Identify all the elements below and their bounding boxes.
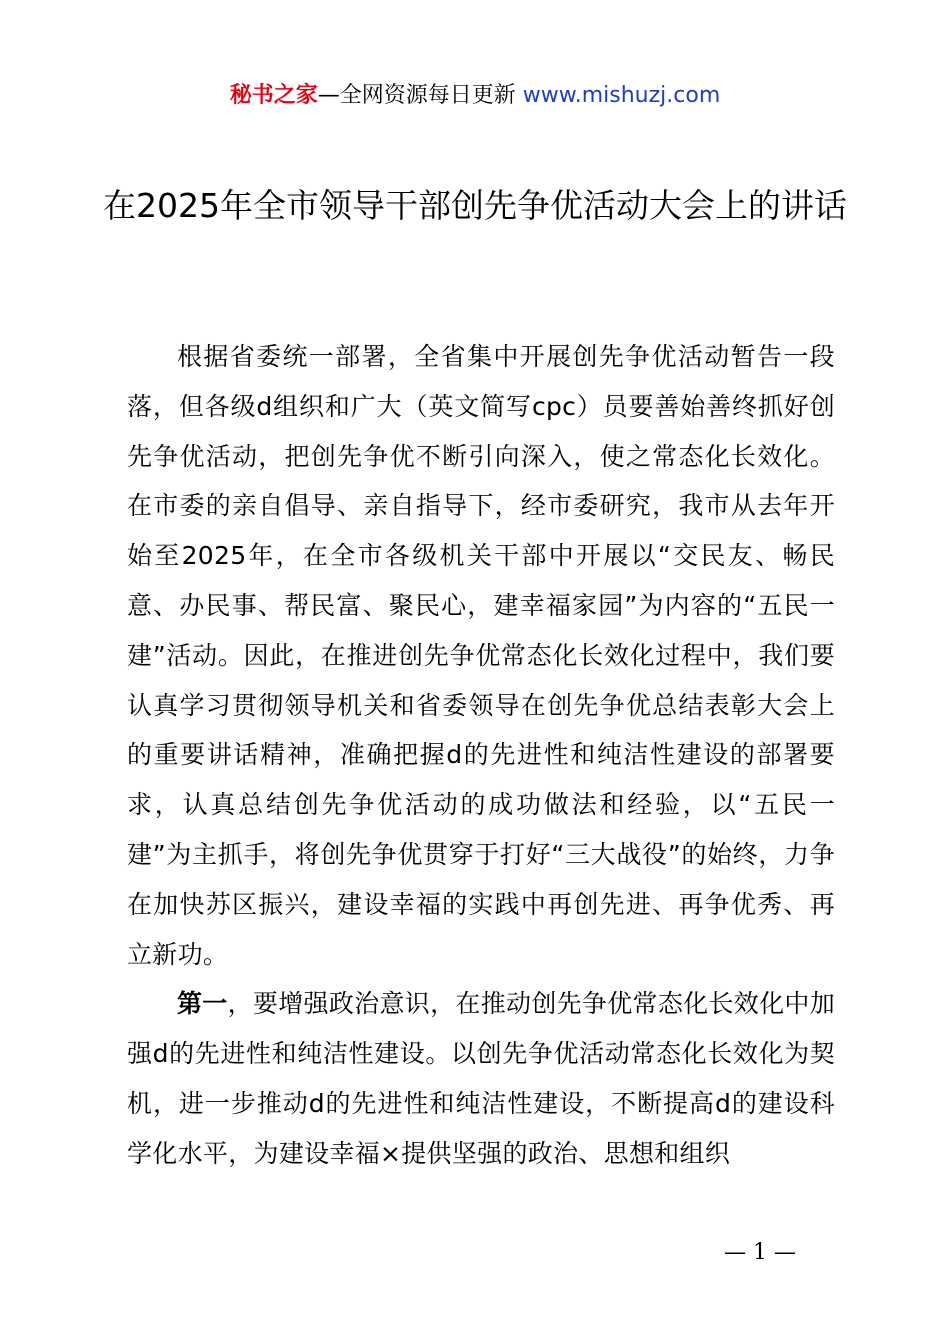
site-header [0, 80, 950, 112]
paragraph-lead: 第一 [177, 989, 228, 1019]
site-url-link[interactable]: www.mishuzj.com [522, 83, 721, 108]
paragraph-text: 根据省委统一部署，全省集中开展创先争优活动暂告一段落，但各级d组织和广大（英文简写cpc）员要善始善终抓好创先争优活动，把创先争优不断引向深入，使之常态化长效化。在市委的亲自倡导、亲自指导下，经市委研究，我市从去年开始至2025年，在全市各级机关干部中开展以“交民友、畅民意、办民事、帮民富、聚民心，建幸福家园”为内容的“五民一建”活动。因此，在推进创先争优常态化长效化过程中，我们要认真学习贯彻领导机关和省委领导在创先争优总结表彰大会上的重要讲话精神，准确把握d的先进性和纯洁性建设的部署要求，认真总结创先争优活动的成功做法和经验，以“五民一建”为主抓手，将创先争优贯穿于打好“三大战役”的始终，力争在加快苏区振兴，建设幸福的实践中再创先进、再争优秀、再立新功。 [127, 342, 835, 969]
page-number: — 1 — [724, 1240, 796, 1265]
body-paragraph-1 [127, 332, 835, 979]
site-slogan: —全网资源每日更新 [317, 83, 516, 108]
document-title: 在2025年全市领导干部创先争优活动大会上的讲话 [103, 186, 847, 225]
site-brand: 秘书之家 [229, 83, 318, 108]
body-paragraph-2 [127, 979, 835, 1178]
paragraph-text: ，要增强政治意识，在推动创先争优常态化长效化中加强d的先进性和纯洁性建设。以创先争优活动常态化长效化为契机，进一步推动d的先进性和纯洁性建设，不断提高d的建设科学化水平，为建设幸福×提供坚强的政治、思想和组织 [127, 989, 835, 1168]
document-body [127, 332, 835, 1179]
